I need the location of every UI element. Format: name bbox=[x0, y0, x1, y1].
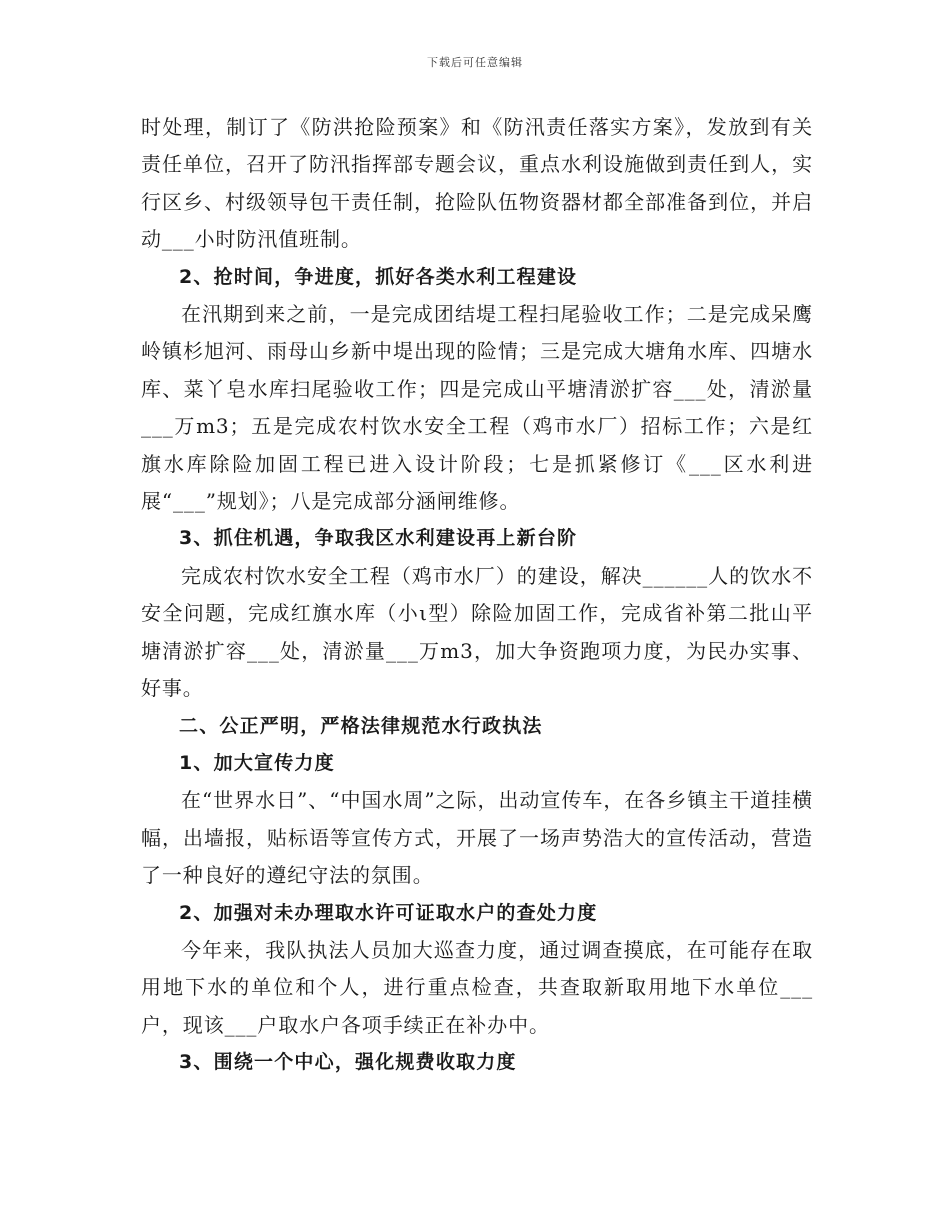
paragraph-opportunity: 完成农村饮水安全工程（鸡市水厂）的建设，解决______人的饮水不安全问题，完成红旗水库（小ι型）除险加固工作，完成省补第二批山平塘清淤扩容___处，清淤量___万m3，加大争资跑项力度，为民办实事、好事。 bbox=[141, 563, 813, 701]
heading-publicity: 1、加大宣传力度 bbox=[179, 751, 335, 774]
paragraph-publicity: 在“世界水日”、“中国水周”之际，出动宣传车，在各乡镇主干道挂横幅，出墙报，贴标语等宣传方式，开展了一场声势浩大的宣传活动，营造了一种良好的遵纪守法的氛围。 bbox=[141, 788, 813, 888]
page-header: 下载后可任意编辑 bbox=[427, 56, 523, 69]
paragraph-permit-enforcement: 今年来，我队执法人员加大巡查力度，通过调查摸底，在可能存在取用地下水的单位和个人，进行重点检查，共查取新取用地下水单位___户，现该___户取水户各项手续正在补办中。 bbox=[141, 937, 813, 1037]
paragraph-construction: 在汛期到来之前，一是完成团结堤工程扫尾验收工作；二是完成呆鹰岭镇杉旭河、雨母山乡新中堤出现的险情；三是完成大塘角水库、四塘水库、菜丫皂水库扫尾验收工作；四是完成山平塘清淤扩容___处，清淤量___万m3；五是完成农村饮水安全工程（鸡市水厂）招标工作；六是红旗水库除险加固工程已进入设计阶段；七是抓紧修订《___区水利进展“___”规划》；八是完成部分涵闸维修。 bbox=[141, 302, 813, 514]
heading-permit-enforcement: 2、加强对未办理取水许可证取水户的查处力度 bbox=[179, 901, 598, 924]
heading-opportunity: 3、抓住机遇，争取我区水利建设再上新台阶 bbox=[179, 527, 578, 550]
heading-construction: 2、抢时间，争进度，抓好各类水利工程建设 bbox=[179, 265, 578, 288]
paragraph-flood-plan: 时处理，制订了《防洪抢险预案》和《防汛责任落实方案》，发放到有关责任单位，召开了防汛指挥部专题会议，重点水利设施做到责任到人，实行区乡、村级领导包干责任制，抢险队伍物资器材都全部准备到位，并启动___小时防汛值班制。 bbox=[141, 115, 813, 252]
heading-law-enforcement: 二、公正严明，严格法律规范水行政执法 bbox=[179, 714, 543, 737]
heading-fee-collection: 3、围绕一个中心，强化规费收取力度 bbox=[179, 1051, 517, 1074]
document-body bbox=[141, 109, 813, 1082]
